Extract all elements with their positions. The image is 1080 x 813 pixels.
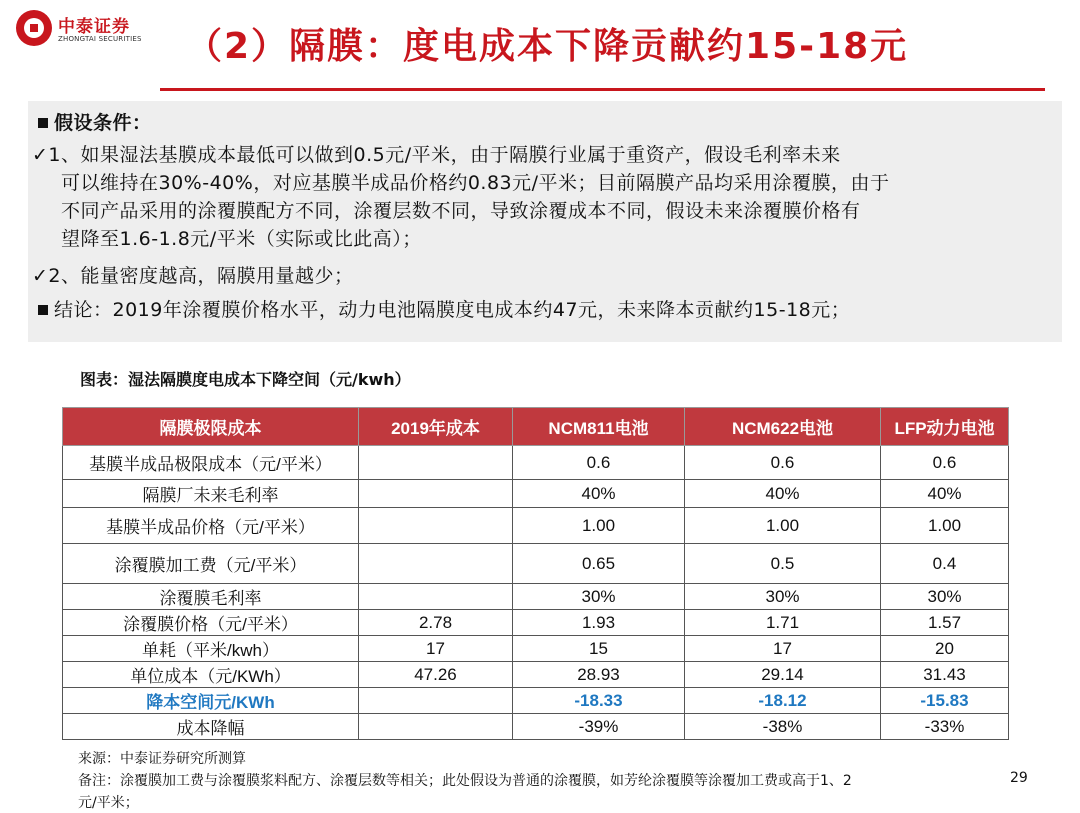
table-row: [63, 714, 1009, 740]
row-label: 降本空间元/KWh: [63, 688, 359, 714]
table-cell: 0.5: [685, 544, 881, 584]
table-cell: 28.93: [513, 662, 685, 688]
table-cell: -38%: [685, 714, 881, 740]
table-cell: 1.00: [685, 508, 881, 544]
table-row: [63, 508, 1009, 544]
row-label: 单耗（平米/kwh）: [63, 636, 359, 662]
assumptions-box: [28, 101, 1062, 342]
table-cell: [359, 584, 513, 610]
assumptions-heading: 假设条件：: [38, 111, 152, 135]
table-cell: 31.43: [881, 662, 1009, 688]
assumption-line-5: ✓2、能量密度越高，隔膜用量越少；: [32, 265, 354, 287]
table-cell: 1.93: [513, 610, 685, 636]
square-bullet-icon: [38, 305, 48, 315]
table-cell: -18.33: [513, 688, 685, 714]
table-row: [63, 662, 1009, 688]
source-note: 来源：中泰证券研究所测算: [78, 751, 246, 767]
table-cell: [359, 688, 513, 714]
table-cell: 1.71: [685, 610, 881, 636]
logo-mark-icon: [16, 10, 52, 46]
table-cell: 30%: [685, 584, 881, 610]
row-label: 基膜半成品价格（元/平米）: [63, 508, 359, 544]
table-cell: 0.6: [881, 446, 1009, 480]
table-cell: -15.83: [881, 688, 1009, 714]
row-label: 涂覆膜价格（元/平米）: [63, 610, 359, 636]
row-label: 涂覆膜加工费（元/平米）: [63, 544, 359, 584]
table-cell: [359, 446, 513, 480]
table-row: [63, 584, 1009, 610]
table-cell: 40%: [685, 480, 881, 508]
row-label: 基膜半成品极限成本（元/平米）: [63, 446, 359, 480]
table-cell: 0.6: [513, 446, 685, 480]
table-row: [63, 636, 1009, 662]
figure-title: 图表：湿法隔膜度电成本下降空间（元/kwh）: [80, 370, 411, 389]
table-cell: -18.12: [685, 688, 881, 714]
table-cell: -39%: [513, 714, 685, 740]
assumption-line-1: ✓1、如果湿法基膜成本最低可以做到0.5元/平米，由于隔膜行业属于重资产，假设毛利率未来: [32, 144, 841, 166]
table-cell: [359, 544, 513, 584]
table-cell: [359, 480, 513, 508]
row-label: 成本降幅: [63, 714, 359, 740]
square-bullet-icon: [38, 118, 48, 128]
table-row: [63, 610, 1009, 636]
logo-text-en: ZHONGTAI SECURITIES: [58, 35, 142, 43]
header-cell: 隔膜极限成本: [63, 408, 359, 446]
logo-text-cn: 中泰证券: [58, 17, 130, 37]
table-cell: 15: [513, 636, 685, 662]
header-cell: 2019年成本: [359, 408, 513, 446]
row-label: 隔膜厂未来毛利率: [63, 480, 359, 508]
header-cell: LFP动力电池: [881, 408, 1009, 446]
table-cell: 0.65: [513, 544, 685, 584]
table-cell: 30%: [881, 584, 1009, 610]
table-cell: 17: [359, 636, 513, 662]
header-cell: NCM811电池: [513, 408, 685, 446]
table-cell: 30%: [513, 584, 685, 610]
conclusion-line: 结论：2019年涂覆膜价格水平，动力电池隔膜度电成本约47元，未来降本贡献约15-18元；: [38, 298, 850, 322]
table-cell: 47.26: [359, 662, 513, 688]
table-cell: 1.00: [881, 508, 1009, 544]
table-cell: 40%: [513, 480, 685, 508]
table-cell: 0.4: [881, 544, 1009, 584]
table-row: [63, 446, 1009, 480]
title-divider: [160, 88, 1045, 91]
cost-table: [62, 407, 1009, 740]
table-cell: 40%: [881, 480, 1009, 508]
assumption-line-3: 不同产品采用的涂覆膜配方不同，涂覆层数不同，导致涂覆成本不同，假设未来涂覆膜价格有: [61, 200, 861, 222]
table-cell: 0.6: [685, 446, 881, 480]
row-label: 涂覆膜毛利率: [63, 584, 359, 610]
remark-note-cont: 元/平米；: [78, 795, 139, 811]
table-header-row: [63, 408, 1009, 446]
table-row: [63, 544, 1009, 584]
table-cell: 17: [685, 636, 881, 662]
table-cell: 2.78: [359, 610, 513, 636]
page-title: （2）隔膜：度电成本下降贡献约15-18元: [186, 26, 909, 67]
table-cell: 1.00: [513, 508, 685, 544]
page-number: 29: [1010, 770, 1028, 786]
table-cell: 20: [881, 636, 1009, 662]
remark-note: 备注：涂覆膜加工费与涂覆膜浆料配方、涂覆层数等相关；此处假设为普通的涂覆膜，如芳纶涂覆膜等涂覆加工费或高于1、2: [78, 773, 852, 789]
assumption-line-2: 可以维持在30%-40%，对应基膜半成品价格约0.83元/平米；目前隔膜产品均采用涂覆膜，由于: [61, 172, 890, 194]
table-cell: 29.14: [685, 662, 881, 688]
table-row: [63, 480, 1009, 508]
assumption-line-4: 望降至1.6-1.8元/平米（实际或比此高）；: [61, 228, 422, 250]
table-cell: -33%: [881, 714, 1009, 740]
table-cell: [359, 714, 513, 740]
company-logo: [16, 8, 156, 58]
table-row-highlight: [63, 688, 1009, 714]
header-cell: NCM622电池: [685, 408, 881, 446]
table-cell: 1.57: [881, 610, 1009, 636]
row-label: 单位成本（元/KWh）: [63, 662, 359, 688]
table-cell: [359, 508, 513, 544]
